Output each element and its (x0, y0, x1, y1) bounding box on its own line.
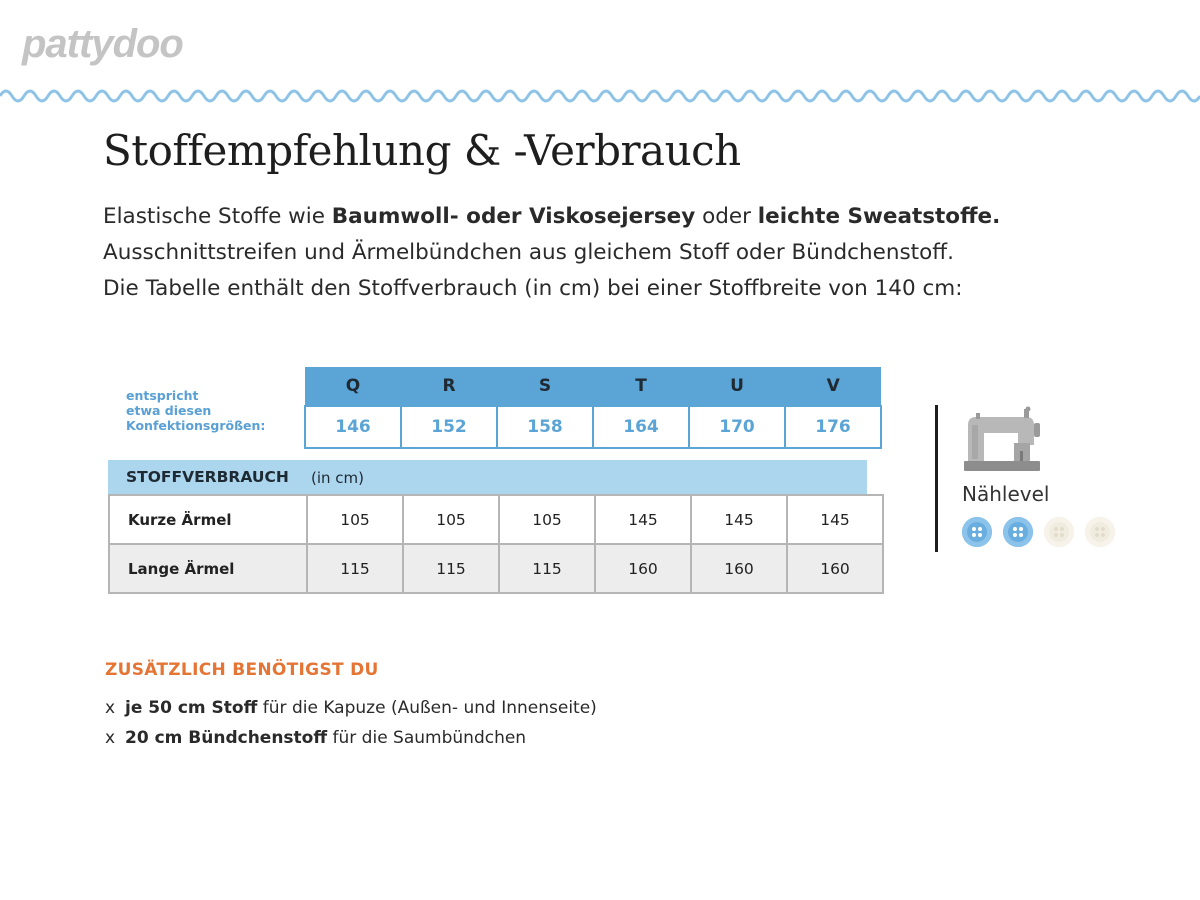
size-table (304, 367, 882, 449)
size-number: 170 (689, 406, 785, 448)
size-letter: S (497, 367, 593, 406)
size-number: 152 (401, 406, 497, 448)
intro-line-2: Ausschnittstreifen und Ärmelbündchen aus gleichem Stoff oder Bündchenstoff. (103, 240, 954, 265)
table-cell: 145 (595, 495, 691, 544)
size-letter: V (785, 367, 881, 406)
table-cell: 160 (787, 544, 883, 593)
table-row (109, 495, 883, 544)
table-cell: 115 (307, 544, 403, 593)
button-empty-icon (1085, 517, 1115, 547)
page-title: Stoffempfehlung & -Verbrauch (103, 126, 741, 175)
table-cell: 105 (307, 495, 403, 544)
intro-line-1: Elastische Stoffe wie Baumwoll- oder Viskosejersey oder leichte Sweatstoffe. (103, 204, 1001, 229)
size-letter: Q (305, 367, 401, 406)
x-marker: x (105, 728, 116, 748)
size-number: 176 (785, 406, 881, 448)
table-row (109, 544, 883, 593)
table-cell: 145 (691, 495, 787, 544)
skill-label: Nählevel (962, 482, 1050, 506)
size-note: entspricht etwa diesen Konfektionsgrößen: (126, 388, 266, 433)
list-item: x je 50 cm Stoff für die Kapuze (Außen- und Innenseite) (105, 693, 597, 723)
extras-list (105, 693, 597, 753)
skill-level-rating (962, 517, 1115, 547)
size-number-row (305, 406, 881, 448)
intro-line-3: Die Tabelle enthält den Stoffverbrauch (in cm) bei einer Stoffbreite von 140 cm: (103, 276, 963, 301)
table-cell: 145 (787, 495, 883, 544)
size-number: 146 (305, 406, 401, 448)
size-letter: U (689, 367, 785, 406)
list-item: x 20 cm Bündchenstoff für die Saumbündchen (105, 723, 597, 753)
divider-line (935, 405, 938, 552)
extras-title: ZUSÄTZLICH BENÖTIGST DU (105, 660, 379, 680)
consumption-table (108, 494, 884, 594)
pattydoo-logo: pattydoo (22, 22, 183, 66)
sewing-machine-icon (962, 405, 1042, 473)
table-cell: 105 (403, 495, 499, 544)
table-cell: 115 (403, 544, 499, 593)
table-cell: 115 (499, 544, 595, 593)
wave-divider (0, 84, 1200, 108)
table-cell: 160 (595, 544, 691, 593)
row-label: Lange Ärmel (109, 544, 307, 593)
size-number: 164 (593, 406, 689, 448)
size-letter-row (305, 367, 881, 406)
table-cell: 160 (691, 544, 787, 593)
consumption-unit: (in cm) (311, 469, 365, 487)
button-filled-icon (1003, 517, 1033, 547)
intro-text (103, 199, 1143, 307)
button-filled-icon (962, 517, 992, 547)
row-label: Kurze Ärmel (109, 495, 307, 544)
x-marker: x (105, 698, 116, 718)
size-letter: T (593, 367, 689, 406)
consumption-title: STOFFVERBRAUCH (126, 468, 289, 486)
consumption-header (108, 460, 867, 494)
button-empty-icon (1044, 517, 1074, 547)
table-cell: 105 (499, 495, 595, 544)
size-number: 158 (497, 406, 593, 448)
size-letter: R (401, 367, 497, 406)
